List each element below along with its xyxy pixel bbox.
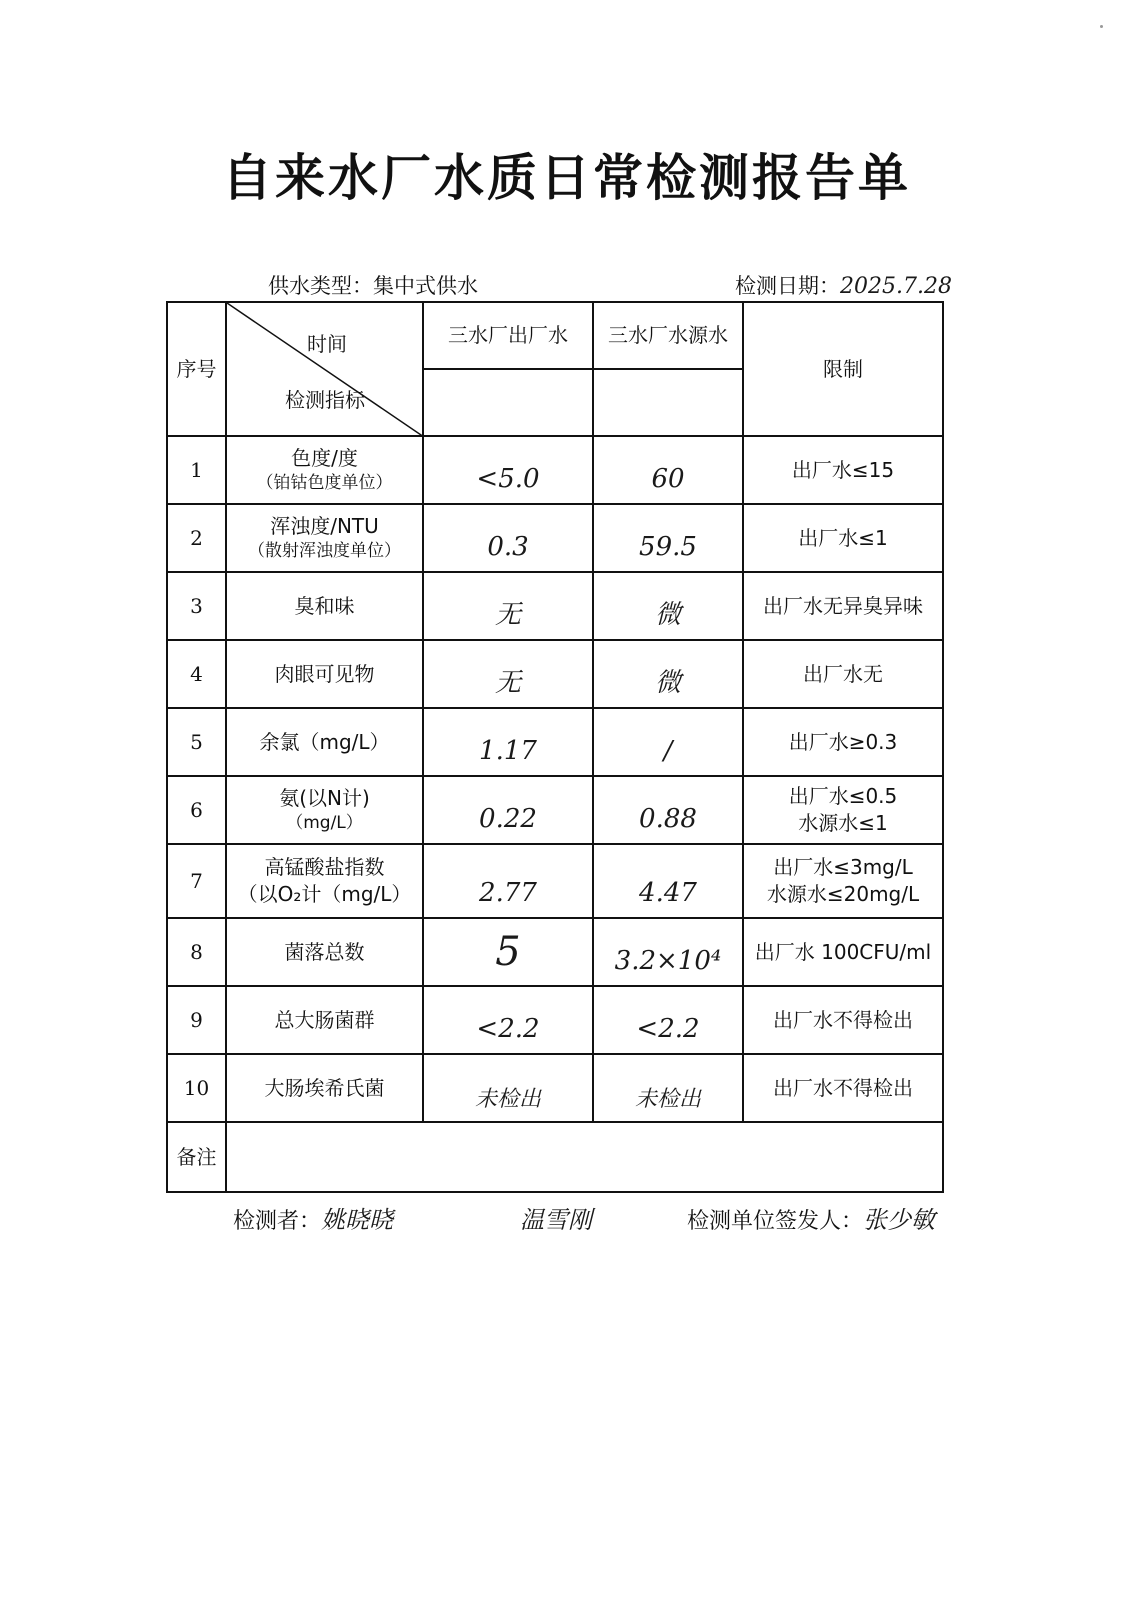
- row-number: 2: [167, 504, 226, 572]
- limit-line-1: 出厂水无异臭异味: [763, 593, 923, 618]
- seq-header: 序号: [167, 302, 226, 436]
- limit-header: 限制: [743, 302, 943, 436]
- indicator-name: [226, 918, 423, 986]
- diagonal-header: [226, 302, 423, 436]
- outlet-water-value: 无: [494, 667, 521, 698]
- tester-signature-block: [233, 1200, 393, 1235]
- indicator-name: [226, 504, 423, 572]
- col2-header: 三水厂水源水: [593, 302, 743, 369]
- tester-signature: 姚晓晓: [321, 1206, 394, 1234]
- indicator-label: 总大肠菌群: [274, 1007, 375, 1032]
- indicator-name: [226, 708, 423, 776]
- indicator-label: 肉眼可见物: [274, 661, 375, 686]
- limit-line-1: 出厂水≤0.5: [788, 784, 898, 808]
- supply-type-label: 供水类型：: [268, 274, 373, 298]
- source-water-value: 4.47: [639, 877, 697, 908]
- indicator-label: 菌落总数: [284, 939, 365, 964]
- table-row: [167, 436, 943, 504]
- issuer-label: 检测单位签发人：: [687, 1209, 864, 1234]
- source-water-value: 0.88: [639, 803, 697, 834]
- outlet-water-cell: [423, 504, 593, 572]
- indicator-name: [226, 572, 423, 640]
- limit-line-2: 水源水≤1: [798, 811, 888, 835]
- limit-line-1: 出厂水≤15: [791, 457, 895, 482]
- source-water-cell: [593, 844, 743, 918]
- limit-cell: [743, 776, 943, 844]
- indicator-unit: （以O₂计（mg/L）: [237, 882, 412, 906]
- row-number: 6: [167, 776, 226, 844]
- limit-line-1: 出厂水≤1: [798, 525, 888, 550]
- limit-line-2: 水源水≤20mg/L: [766, 882, 920, 906]
- outlet-water-value: <5.0: [476, 463, 540, 494]
- outlet-water-cell: [423, 986, 593, 1054]
- supply-type-value: 集中式供水: [373, 274, 478, 298]
- outlet-water-value: 未检出: [474, 1087, 541, 1113]
- outlet-water-value: 2.77: [479, 877, 537, 908]
- limit-line-1: 出厂水≥0.3: [788, 729, 898, 754]
- row-number: 7: [167, 844, 226, 918]
- report-title: 自来水厂水质日常检测报告单: [222, 149, 911, 207]
- indicator-label: 臭和味: [294, 593, 355, 618]
- tester-label: 检测者：: [233, 1209, 322, 1234]
- col1-header: 三水厂出厂水: [423, 302, 593, 369]
- source-water-cell: [593, 708, 743, 776]
- table-row: [167, 986, 943, 1054]
- source-water-value: 微: [654, 667, 681, 698]
- source-water-cell: [593, 504, 743, 572]
- indicator-label: 氨(以N计): [279, 786, 370, 811]
- row-number: 1: [167, 436, 226, 504]
- col1-blank: [423, 369, 593, 436]
- table-row: [167, 572, 943, 640]
- outlet-water-cell: [423, 918, 593, 986]
- second-signature: 温雪刚: [520, 1206, 592, 1234]
- limit-cell: [743, 504, 943, 572]
- indicator-label: 浑浊度/NTU: [270, 514, 379, 539]
- source-water-value: 59.5: [639, 531, 697, 562]
- limit-cell: [743, 708, 943, 776]
- limit-cell: [743, 572, 943, 640]
- second-signature-block: [520, 1200, 592, 1235]
- indicator-name: [226, 640, 423, 708]
- issuer-signature-block: [687, 1200, 935, 1235]
- row-number: 10: [167, 1054, 226, 1122]
- source-water-value: <2.2: [636, 1013, 700, 1044]
- table-row: [167, 1054, 943, 1122]
- source-water-value: 3.2×10⁴: [614, 945, 722, 976]
- limit-cell: [743, 986, 943, 1054]
- row-number: 8: [167, 918, 226, 986]
- indicator-label: 高锰酸盐指数: [264, 855, 385, 879]
- outlet-water-value: <2.2: [476, 1013, 540, 1044]
- indicator-label: 余氯（mg/L）: [259, 729, 390, 754]
- source-water-cell: [593, 1054, 743, 1122]
- outlet-water-cell: [423, 436, 593, 504]
- indicator-label: 色度/度: [291, 446, 358, 471]
- outlet-water-value: 无: [494, 599, 521, 630]
- table-row: [167, 776, 943, 844]
- remarks-label: 备注: [167, 1122, 226, 1192]
- outlet-water-cell: [423, 776, 593, 844]
- issuer-signature: 张少敏: [863, 1206, 936, 1234]
- outlet-water-value: 0.22: [479, 803, 537, 834]
- limit-line-1: 出厂水 100CFU/ml: [754, 939, 932, 964]
- outlet-water-cell: [423, 1054, 593, 1122]
- source-water-cell: [593, 436, 743, 504]
- source-water-cell: [593, 918, 743, 986]
- indicator-name: [226, 436, 423, 504]
- limit-cell: [743, 640, 943, 708]
- indicator-name: [226, 844, 423, 918]
- diagonal-line: [227, 303, 424, 437]
- outlet-water-value: 1.17: [479, 735, 537, 766]
- limit-line-1: 出厂水不得检出: [773, 1007, 913, 1032]
- remarks-row: [167, 1122, 943, 1192]
- limit-cell: [743, 844, 943, 918]
- limit-cell: [743, 918, 943, 986]
- test-date: [735, 270, 952, 300]
- limit-line-1: 出厂水不得检出: [773, 1075, 913, 1100]
- limit-cell: [743, 436, 943, 504]
- scan-speck: [1100, 25, 1103, 28]
- row-number: 9: [167, 986, 226, 1054]
- source-water-cell: [593, 572, 743, 640]
- limit-line-1: 出厂水无: [803, 661, 883, 686]
- supply-type: [268, 270, 478, 300]
- indicator-name: [226, 776, 423, 844]
- indicator-label: 大肠埃希氏菌: [264, 1075, 385, 1100]
- outlet-water-cell: [423, 640, 593, 708]
- indicator-unit: （铂钴色度单位）: [256, 473, 393, 494]
- source-water-value: 微: [654, 599, 681, 630]
- test-date-value: 2025.7.28: [840, 274, 952, 299]
- row-number: 3: [167, 572, 226, 640]
- limit-line-1: 出厂水≤3mg/L: [773, 855, 913, 879]
- test-date-label: 检测日期：: [735, 274, 840, 298]
- source-water-value: 60: [651, 463, 685, 494]
- indicator-unit: （散射浑浊度单位）: [248, 541, 401, 562]
- source-water-cell: [593, 776, 743, 844]
- row-number: 5: [167, 708, 226, 776]
- outlet-water-value: 5: [495, 929, 521, 975]
- remarks-value: [226, 1122, 943, 1192]
- indicator-unit: （mg/L）: [286, 813, 363, 834]
- table-row: [167, 844, 943, 918]
- indicator-name: [226, 1054, 423, 1122]
- row-number: 4: [167, 640, 226, 708]
- table-row: [167, 708, 943, 776]
- source-water-value: /: [663, 735, 673, 766]
- time-header: 时间: [307, 332, 347, 356]
- indicator-header: 检测指标: [285, 388, 365, 412]
- header-row: [167, 302, 943, 369]
- outlet-water-cell: [423, 708, 593, 776]
- table-row: [167, 918, 943, 986]
- table-row: [167, 504, 943, 572]
- outlet-water-cell: [423, 572, 593, 640]
- limit-cell: [743, 1054, 943, 1122]
- source-water-value: 未检出: [634, 1087, 701, 1113]
- source-water-cell: [593, 986, 743, 1054]
- col2-blank: [593, 369, 743, 436]
- source-water-cell: [593, 640, 743, 708]
- report-table: [166, 301, 944, 1193]
- indicator-name: [226, 986, 423, 1054]
- outlet-water-cell: [423, 844, 593, 918]
- outlet-water-value: 0.3: [487, 531, 529, 562]
- table-row: [167, 640, 943, 708]
